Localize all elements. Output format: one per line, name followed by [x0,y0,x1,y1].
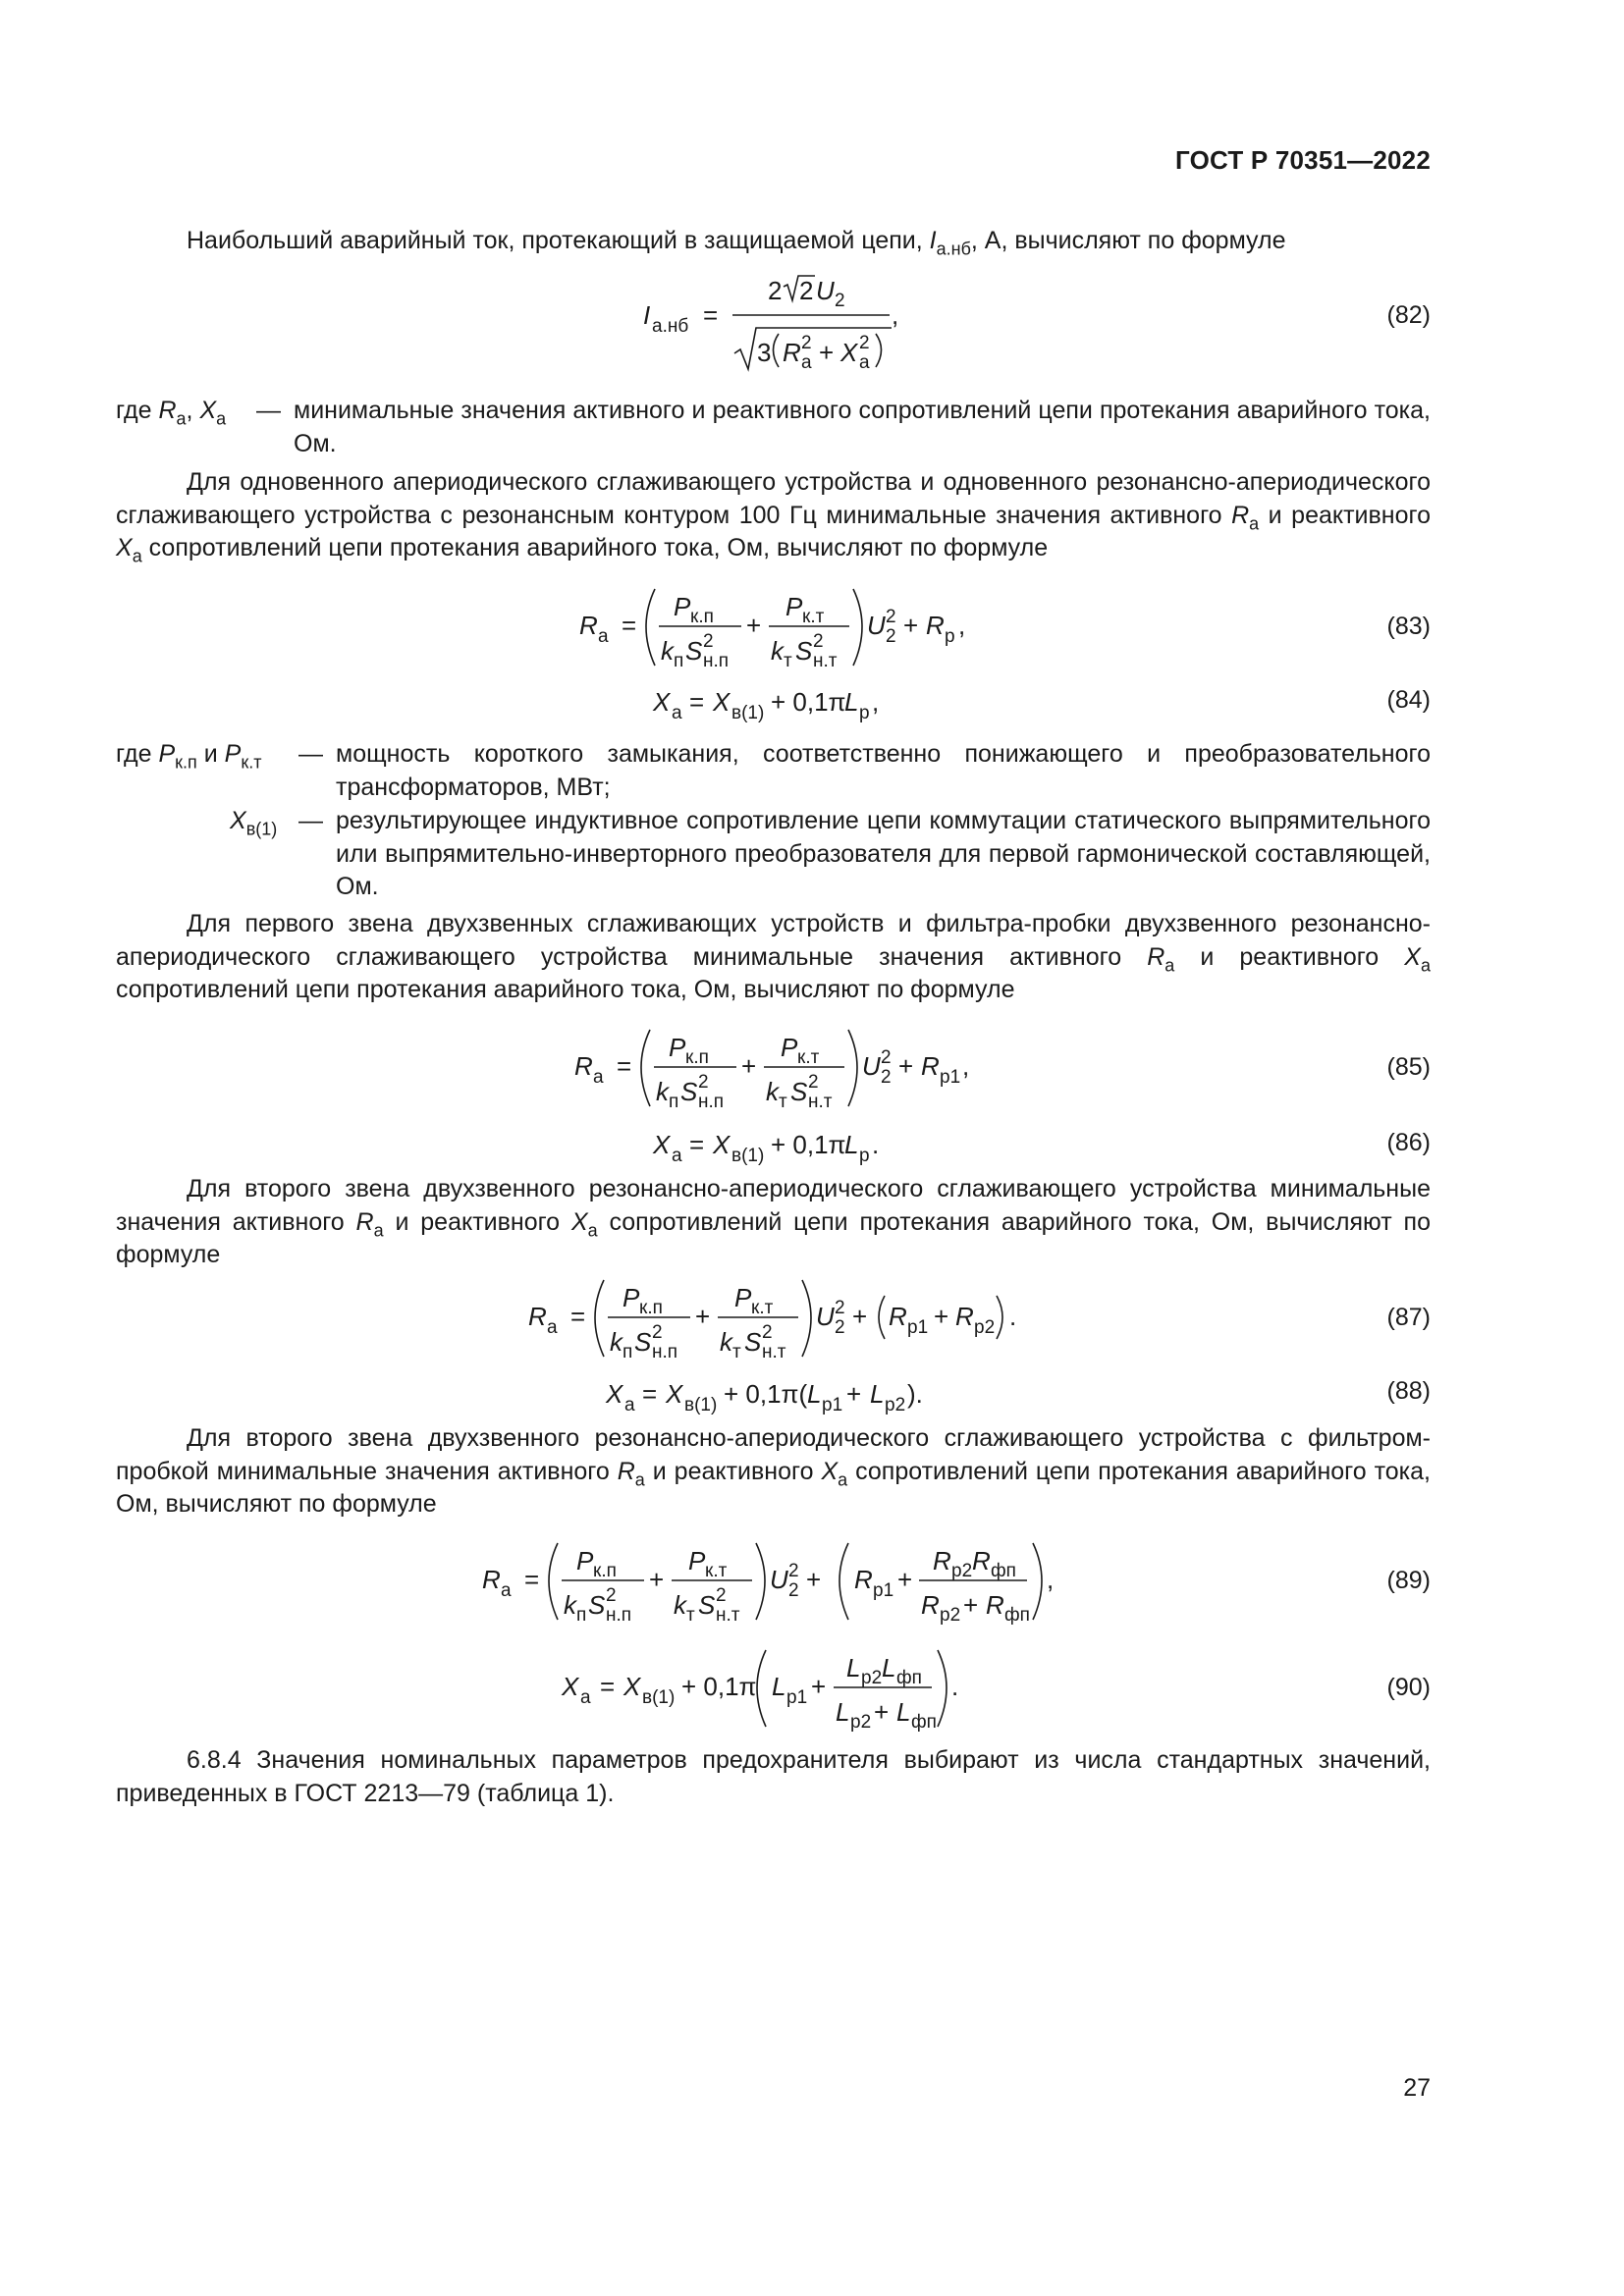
formula-88 [601,1369,954,1418]
svg-text:к.т: к.т [751,1298,774,1318]
formula-89 [477,1537,1066,1626]
svg-text:P: P [734,1283,752,1312]
svg-text:к.т: к.т [705,1561,728,1581]
svg-text:2: 2 [799,276,814,305]
svg-text:к.п: к.п [685,1047,709,1068]
equation-number-84: (84) [1386,686,1431,714]
svg-text:k: k [720,1327,732,1357]
page-number: 27 [1403,2074,1431,2102]
svg-text:фп: фп [911,1712,937,1733]
svg-text:р2: р2 [951,1561,973,1581]
formula-86 [648,1120,903,1169]
svg-text:X: X [713,1130,731,1159]
svg-text:L: L [807,1379,822,1409]
svg-text:R: R [921,1590,940,1620]
paragraph-second-link: Для второго звена двухзвенного резонансно-апериодического сглаживающего устройства минимальные значения активного $R_а$ и реактивного $X_а$ сопротивлений цепи протекания аварийного тока, Ом, вычисляют по формуле [116,1175,1431,1269]
svg-text:п: п [576,1605,587,1626]
svg-text:а: а [801,352,812,373]
svg-text:=: = [524,1565,540,1594]
svg-text:k: k [766,1077,779,1106]
svg-text:X: X [653,1130,671,1159]
svg-text:=: = [642,1379,658,1409]
svg-text:P: P [623,1283,640,1312]
svg-text:=: = [622,611,637,640]
svg-text:н.т: н.т [808,1092,833,1112]
svg-text:р1: р1 [873,1580,894,1601]
svg-text:+: + [897,1565,913,1594]
svg-text:R: R [783,338,801,367]
where-term-ra-xa: где $R_а$, $X_а$ [116,397,227,429]
svg-text:L: L [846,1653,861,1682]
svg-text:+: + [649,1565,665,1594]
svg-text:2: 2 [788,1580,799,1601]
svg-text:фп: фп [1004,1605,1030,1626]
svg-text:а: а [859,352,870,373]
svg-text:R: R [574,1051,593,1081]
svg-text:р1: р1 [822,1395,843,1415]
svg-text:U: U [816,276,835,305]
svg-text:2: 2 [698,1072,709,1093]
svg-text:к.т: к.т [797,1047,820,1068]
svg-text:фп: фп [991,1561,1016,1581]
svg-text:R: R [921,1051,940,1081]
svg-text:R: R [854,1565,873,1594]
svg-text:3: 3 [757,338,772,367]
svg-text:н.т: н.т [813,651,838,671]
svg-text:2: 2 [881,1047,892,1068]
svg-text:р2: р2 [850,1712,872,1733]
svg-text:P: P [576,1546,594,1575]
equation-number-83: (83) [1386,613,1431,640]
svg-text:L: L [844,1130,859,1159]
svg-text:а: а [624,1395,635,1415]
svg-text:р1: р1 [907,1317,929,1338]
svg-text:к.п: к.п [593,1561,617,1581]
svg-text:а: а [547,1317,558,1338]
svg-text:т: т [732,1342,741,1362]
svg-text:,: , [892,300,899,330]
svg-text:U: U [770,1565,788,1594]
svg-text:P: P [669,1033,686,1062]
svg-text:k: k [610,1327,623,1357]
svg-text:т: т [784,651,792,671]
svg-text:L: L [844,687,859,717]
svg-text:L: L [882,1653,896,1682]
svg-text:а: а [593,1067,604,1088]
svg-text:р: р [859,1146,870,1166]
svg-text:.: . [872,1130,880,1159]
svg-text:р2: р2 [885,1395,906,1415]
where-block-ra-xa [116,395,1431,463]
svg-text:2: 2 [886,626,896,647]
svg-text:2: 2 [801,333,812,353]
svg-text:п: п [669,1092,679,1112]
svg-text:R: R [986,1590,1004,1620]
svg-text:L: L [870,1379,885,1409]
svg-text:+: + [811,1672,827,1701]
svg-text:а: а [598,626,609,647]
svg-text:н.п: н.п [606,1605,632,1626]
svg-text:R: R [972,1546,991,1575]
svg-text:+: + [874,1697,890,1727]
equation-number-86: (86) [1386,1129,1431,1156]
equation-number-87: (87) [1386,1304,1431,1331]
svg-text:R: R [933,1546,951,1575]
equation-number-89: (89) [1386,1567,1431,1594]
svg-text:т: т [779,1092,787,1112]
svg-text:L: L [836,1697,850,1727]
svg-text:S: S [698,1590,716,1620]
svg-text:а: а [672,1146,682,1166]
svg-text:R: R [528,1302,547,1331]
svg-text:2: 2 [703,631,714,652]
svg-text:+: + [695,1302,711,1331]
svg-text:2: 2 [716,1585,727,1606]
formula-82 [638,273,913,377]
svg-text:U: U [867,611,886,640]
svg-text:р1: р1 [940,1067,961,1088]
svg-text:P: P [785,592,803,621]
svg-text:k: k [661,636,674,666]
svg-text:а.нб: а.нб [652,316,689,337]
svg-text:X: X [666,1379,683,1409]
svg-text:п: п [623,1342,633,1362]
where-dash: — [256,397,281,424]
svg-text:фп: фп [896,1668,922,1688]
svg-text:S: S [634,1327,652,1357]
where-dash: — [298,740,323,768]
svg-text:р2: р2 [861,1668,883,1688]
svg-text:X: X [840,338,858,367]
svg-text:+: + [819,338,835,367]
svg-text:S: S [588,1590,606,1620]
svg-text:2: 2 [788,1561,799,1581]
svg-text:2: 2 [859,333,870,353]
paragraph-single-link: Для одновенного апериодического сглаживающего устройства и одновенного резонансно-апериодического сглаживающего устройства с резонансным контуром 100 Гц минимальные значения активного $R_а$ и реактивного $X_а$ сопротивлений цепи протекания аварийного тока, Ом, вычисляют по формуле [116,468,1431,566]
svg-text:+: + [741,1051,757,1081]
svg-text:+: + [852,1302,868,1331]
svg-text:+: + [898,1051,914,1081]
equation-number-90: (90) [1386,1674,1431,1701]
svg-text:+: + [806,1565,822,1594]
svg-text:R: R [926,611,945,640]
svg-text:X: X [606,1379,623,1409]
paragraph-fuse-parameters: 6.8.4 Значения номинальных параметров предохранителя выбирают из числа стандартных значений, приведенных в ГОСТ 2213—79 (таблица 1). [116,1746,1431,1807]
where-dash: — [298,807,323,834]
svg-text:=: = [600,1672,616,1701]
svg-text:=: = [703,300,719,330]
svg-text:а: а [672,703,682,723]
paragraph-second-link-filter: Для второго звена двухзвенного резонансно-апериодического сглаживающего устройства с фильтром-пробкой минимальные значения активного $R_а$ и реактивного $X_а$ сопротивлений цепи протекания аварийного тока, Ом, вычисляют по формуле [116,1424,1431,1519]
svg-text:в(1): в(1) [731,1146,765,1166]
svg-text:2: 2 [886,607,896,627]
svg-text:R: R [482,1565,501,1594]
where-description-power: мощность короткого замыкания, соответственно понижающего и преобразовательного трансформаторов, МВт; [336,740,1431,801]
svg-text:.: . [1009,1302,1017,1331]
svg-text:=: = [689,687,705,717]
svg-text:I: I [643,300,651,330]
svg-text:р: р [945,626,955,647]
svg-text:2: 2 [813,631,824,652]
svg-text:S: S [680,1077,698,1106]
svg-text:к.т: к.т [802,607,825,627]
svg-text:н.п: н.п [652,1342,678,1362]
where-description-inductance: результирующее индуктивное сопротивление цепи коммутации статического выпрямительного или выпрямительно-инверторного преобразователя для первой гармонической составляющей, Ом. [336,807,1431,901]
svg-text:P: P [688,1546,706,1575]
svg-text:в(1): в(1) [684,1395,718,1415]
svg-text:р2: р2 [974,1317,996,1338]
svg-text:L: L [772,1672,786,1701]
svg-text:н.п: н.п [698,1092,725,1112]
svg-text:+: + [934,1302,949,1331]
svg-text:S: S [744,1327,762,1357]
svg-text:н.т: н.т [716,1605,740,1626]
where-block-power [116,738,1431,905]
svg-text:S: S [685,636,703,666]
standard-header: ГОСТ Р 70351—2022 [1175,145,1431,175]
svg-text:в(1): в(1) [731,703,765,723]
svg-text:X: X [562,1672,579,1701]
where-term-pkp-pkt: где $P_{к.п}$ и $P_{к.т}$ [116,740,262,773]
svg-text:X: X [623,1672,641,1701]
svg-text:.: . [951,1672,959,1701]
svg-text:р1: р1 [786,1687,808,1708]
svg-text:X: X [713,687,731,717]
svg-text:р: р [859,703,870,723]
svg-text:).: ). [907,1379,923,1409]
svg-text:=: = [570,1302,586,1331]
svg-text:2: 2 [768,276,783,305]
paragraph-first-link: Для первого звена двухзвенных сглаживающих устройств и фильтра-пробки двухзвенного резонансно-апериодического сглаживающего устройства минимальные значения активного $R_а$ и реактивного $X_а$ сопротивлений цепи протекания аварийного тока, Ом, вычисляют по формуле [116,910,1431,1004]
svg-text:,: , [962,1051,970,1081]
svg-text:,: , [1047,1565,1055,1594]
svg-text:P: P [674,592,691,621]
formula-90 [557,1644,1008,1733]
svg-text:р2: р2 [940,1605,961,1626]
svg-text:в(1): в(1) [642,1687,676,1708]
svg-text:k: k [771,636,784,666]
svg-text:L: L [896,1697,911,1727]
formula-87 [523,1274,1034,1362]
svg-text:а: а [580,1687,591,1708]
svg-text:R: R [955,1302,974,1331]
svg-text:2: 2 [808,1072,819,1093]
formula-83 [574,583,987,671]
svg-text:S: S [795,636,813,666]
svg-text:2: 2 [762,1322,773,1343]
formula-84 [648,677,903,726]
svg-text:R: R [889,1302,907,1331]
svg-text:2: 2 [835,1298,845,1318]
svg-text:k: k [564,1590,576,1620]
svg-text:+: + [963,1590,979,1620]
svg-text:+: + [903,611,919,640]
svg-text:U: U [862,1051,881,1081]
svg-text:к.п: к.п [690,607,714,627]
svg-text:2: 2 [606,1585,617,1606]
svg-text:2: 2 [835,291,845,311]
svg-text:+ 0,1π: + 0,1π [771,687,846,717]
svg-text:X: X [653,687,671,717]
equation-number-85: (85) [1386,1053,1431,1081]
formula-85 [569,1024,992,1112]
equation-number-88: (88) [1386,1377,1431,1405]
svg-text:к.п: к.п [639,1298,663,1318]
svg-text:2: 2 [835,1317,845,1338]
svg-text:+: + [846,1379,862,1409]
svg-text:,: , [872,687,880,717]
svg-text:2: 2 [652,1322,663,1343]
svg-text:+ 0,1π: + 0,1π [681,1672,757,1701]
where-term-xv1: $X_{в(1)}$ [230,807,278,839]
svg-text:н.п: н.п [703,651,730,671]
svg-text:R: R [579,611,598,640]
svg-text:=: = [689,1130,705,1159]
svg-text:т: т [686,1605,695,1626]
svg-text:,: , [958,611,966,640]
svg-text:п: п [674,651,684,671]
svg-text:н.т: н.т [762,1342,786,1362]
svg-text:U: U [816,1302,835,1331]
svg-text:+ 0,1π(: + 0,1π( [724,1379,808,1409]
svg-text:k: k [656,1077,669,1106]
svg-text:S: S [790,1077,808,1106]
paragraph-fault-current: Наибольший аварийный ток, протекающий в защищаемой цепи, $I_{а.нб}$, А, вычисляют по формуле [187,227,1286,259]
svg-text:P: P [781,1033,798,1062]
svg-text:а: а [501,1580,512,1601]
where-description: минимальные значения активного и реактивного сопротивлений цепи протекания аварийного тока, Ом. [294,397,1431,457]
svg-text:2: 2 [881,1067,892,1088]
svg-text:+: + [746,611,762,640]
svg-text:+ 0,1π: + 0,1π [771,1130,846,1159]
svg-text:=: = [617,1051,632,1081]
equation-number-82: (82) [1386,301,1431,329]
svg-text:k: k [674,1590,686,1620]
